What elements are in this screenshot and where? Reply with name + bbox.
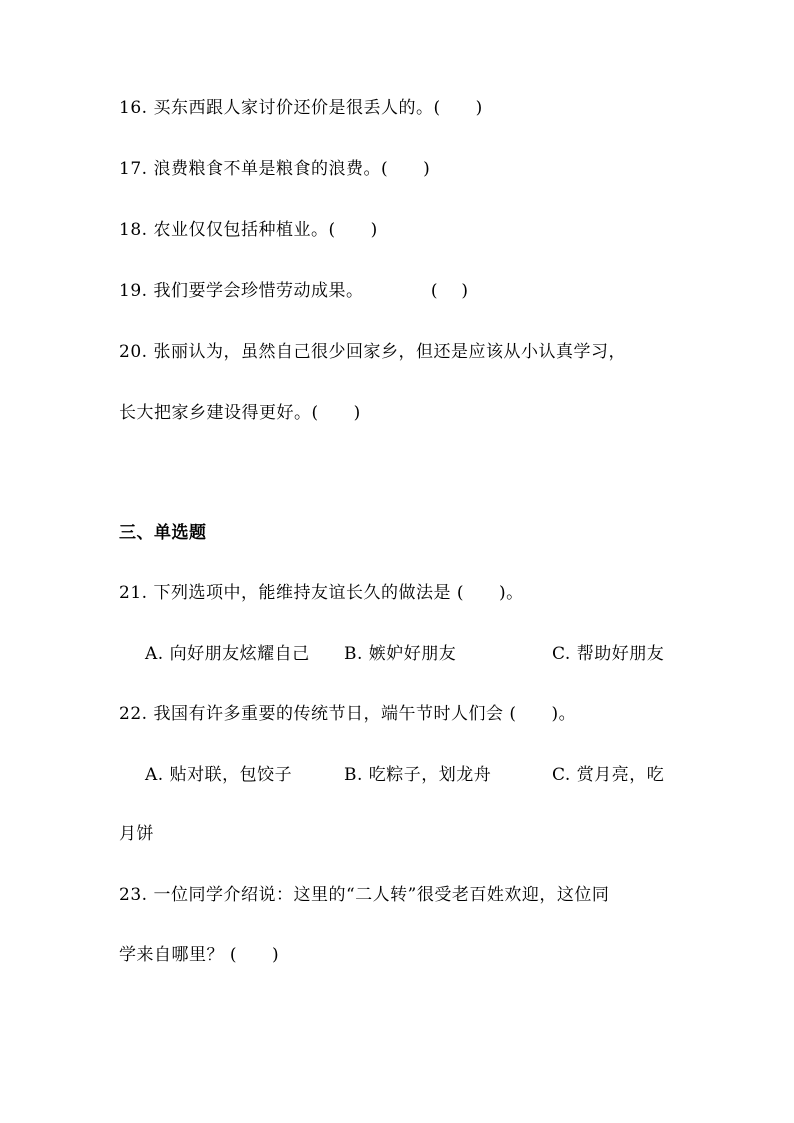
question-22-option-b: B. 吃粽子，划龙舟 bbox=[344, 765, 492, 785]
question-20-line-1: 20. 张丽认为，虽然自己很少回家乡，但还是应该从小认真学习， bbox=[119, 342, 626, 362]
question-21-option-b: B. 嫉妒好朋友 bbox=[344, 644, 457, 664]
section-heading: 三、单选题 bbox=[119, 523, 207, 543]
question-23-line-2: 学来自哪里？ ( ) bbox=[119, 945, 280, 965]
question-20-line-2: 长大把家乡建设得更好。( ) bbox=[119, 403, 361, 423]
question-23-line-1: 23. 一位同学介绍说：这里的“二人转”很受老百姓欢迎，这位同 bbox=[119, 885, 610, 905]
question-22-option-c-continued: 月饼 bbox=[119, 824, 154, 844]
question-19: 19. 我们要学会珍惜劳动成果。 ( ) bbox=[119, 281, 469, 301]
question-21-option-c: C. 帮助好朋友 bbox=[552, 644, 665, 664]
question-17: 17. 浪费粮食不单是粮食的浪费。( ) bbox=[119, 159, 431, 179]
question-16: 16. 买东西跟人家讨价还价是很丢人的。( ) bbox=[119, 98, 483, 118]
question-22-option-c: C. 赏月亮，吃 bbox=[552, 765, 665, 785]
question-22-stem: 22. 我国有许多重要的传统节日，端午节时人们会 ( )。 bbox=[119, 704, 577, 724]
question-18: 18. 农业仅仅包括种植业。( ) bbox=[119, 220, 378, 240]
question-22-option-a: A. 贴对联，包饺子 bbox=[145, 765, 293, 785]
question-21-option-a: A. 向好朋友炫耀自己 bbox=[145, 644, 310, 664]
question-21-stem: 21. 下列选项中，能维持友谊长久的做法是 ( )。 bbox=[119, 583, 524, 603]
